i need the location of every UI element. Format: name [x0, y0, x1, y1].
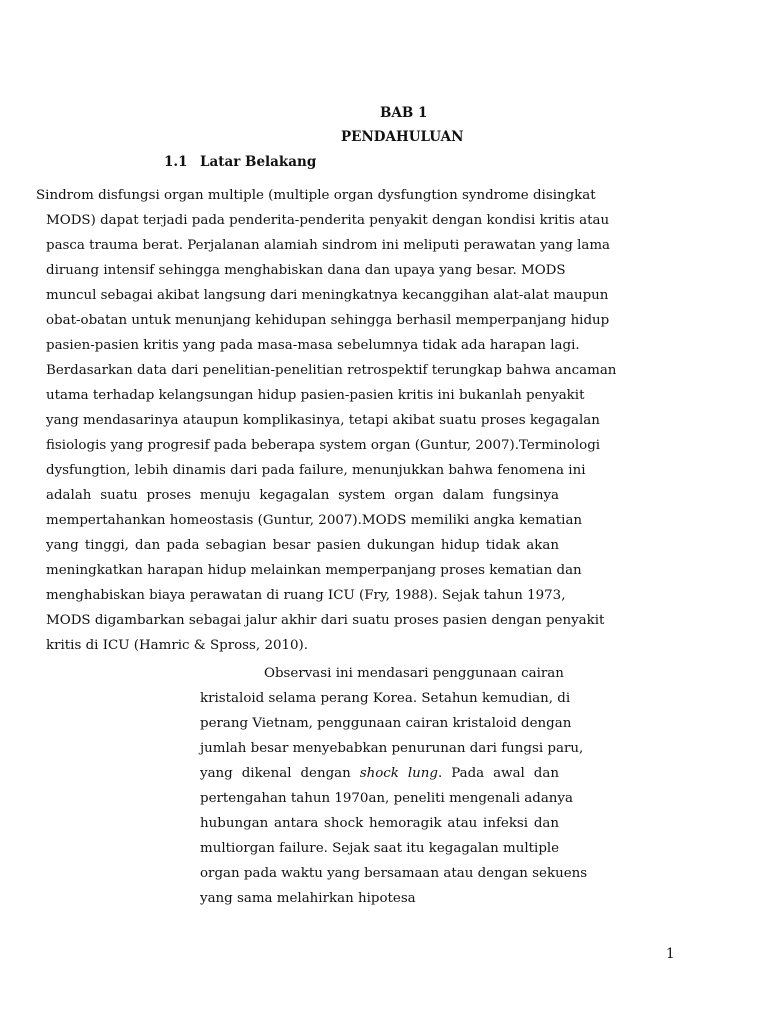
paragraph-line: MODS digambarkan sebagai jalur akhir dari suatu proses pasien dengan penyakit: [46, 613, 605, 628]
section-number: 1.1: [164, 154, 188, 170]
chapter-title: PENDAHULUAN: [341, 129, 464, 145]
line-text: . Pada awal dan: [437, 766, 559, 781]
paragraph-line: fisiologis yang progresif pada beberapa system organ (Guntur, 2007).Terminologi: [46, 438, 601, 453]
paragraph-line: hubungan antara shock hemoragik atau infeksi dan: [200, 816, 559, 831]
paragraph-line: kristaloid selama perang Korea. Setahun kemudian, di: [200, 691, 571, 706]
paragraph-line: menghabiskan biaya perawatan di ruang ICU (Fry, 1988). Sejak tahun 1973,: [46, 588, 566, 603]
paragraph-line: Berdasarkan data dari penelitian-penelitian retrospektif terungkap bahwa ancaman: [46, 363, 617, 378]
italic-term: shock lung: [359, 766, 438, 781]
page-number: 1: [666, 946, 675, 962]
paragraph-line: meningkatkan harapan hidup melainkan memperpanjang proses kematian dan: [46, 563, 582, 578]
paragraph-line: utama terhadap kelangsungan hidup pasien-pasien kritis ini bukanlah penyakit: [46, 388, 585, 403]
paragraph-line: muncul sebagai akibat langsung dari meningkatnya kecanggihan alat-alat maupun: [46, 288, 609, 303]
paragraph-line: diruang intensif sehingga menghabiskan dana dan upaya yang besar. MODS: [46, 263, 566, 278]
paragraph-line: pertengahan tahun 1970an, peneliti mengenali adanya: [200, 791, 573, 806]
paragraph-line: yang mendasarinya ataupun komplikasinya, tetapi akibat suatu proses kegagalan: [46, 413, 600, 428]
paragraph-line: dysfungtion, lebih dinamis dari pada failure, menunjukkan bahwa fenomena ini: [46, 463, 586, 478]
paragraph-line: pasca trauma berat. Perjalanan alamiah sindrom ini meliputi perawatan yang lama: [46, 238, 611, 253]
section-title: Latar Belakang: [200, 154, 317, 170]
paragraph-line: obat-obatan untuk menunjang kehidupan sehingga berhasil memperpanjang hidup: [46, 313, 610, 328]
paragraph-line: kritis di ICU (Hamric & Spross, 2010).: [46, 638, 309, 653]
paragraph-line: pasien-pasien kritis yang pada masa-masa sebelumnya tidak ada harapan lagi.: [46, 338, 580, 353]
paragraph-line: organ pada waktu yang bersamaan atau dengan sekuens: [200, 866, 588, 881]
line-text: yang dikenal dengan: [200, 766, 360, 781]
paragraph-line: Observasi ini mendasari penggunaan cairan: [264, 666, 564, 681]
paragraph-line: [200, 765, 559, 783]
paragraph-line: yang tinggi, dan pada sebagian besar pasien dukungan hidup tidak akan: [46, 538, 559, 553]
chapter-label: BAB 1: [380, 105, 428, 121]
paragraph-line: yang sama melahirkan hipotesa: [200, 891, 416, 906]
paragraph-line: jumlah besar menyebabkan penurunan dari fungsi paru,: [200, 741, 584, 756]
paragraph-line: mempertahankan homeostasis (Guntur, 2007).MODS memiliki angka kematian: [46, 513, 583, 528]
paragraph-line: adalah suatu proses menuju kegagalan system organ dalam fungsinya: [46, 488, 559, 503]
paragraph-line: perang Vietnam, penggunaan cairan kristaloid dengan: [200, 716, 572, 731]
paragraph-line: MODS) dapat terjadi pada penderita-penderita penyakit dengan kondisi kritis atau: [46, 213, 610, 228]
paragraph-line: multiorgan failure. Sejak saat itu kegagalan multiple: [200, 841, 560, 856]
paragraph-line: Sindrom disfungsi organ multiple (multiple organ dysfungtion syndrome disingkat: [36, 188, 596, 203]
